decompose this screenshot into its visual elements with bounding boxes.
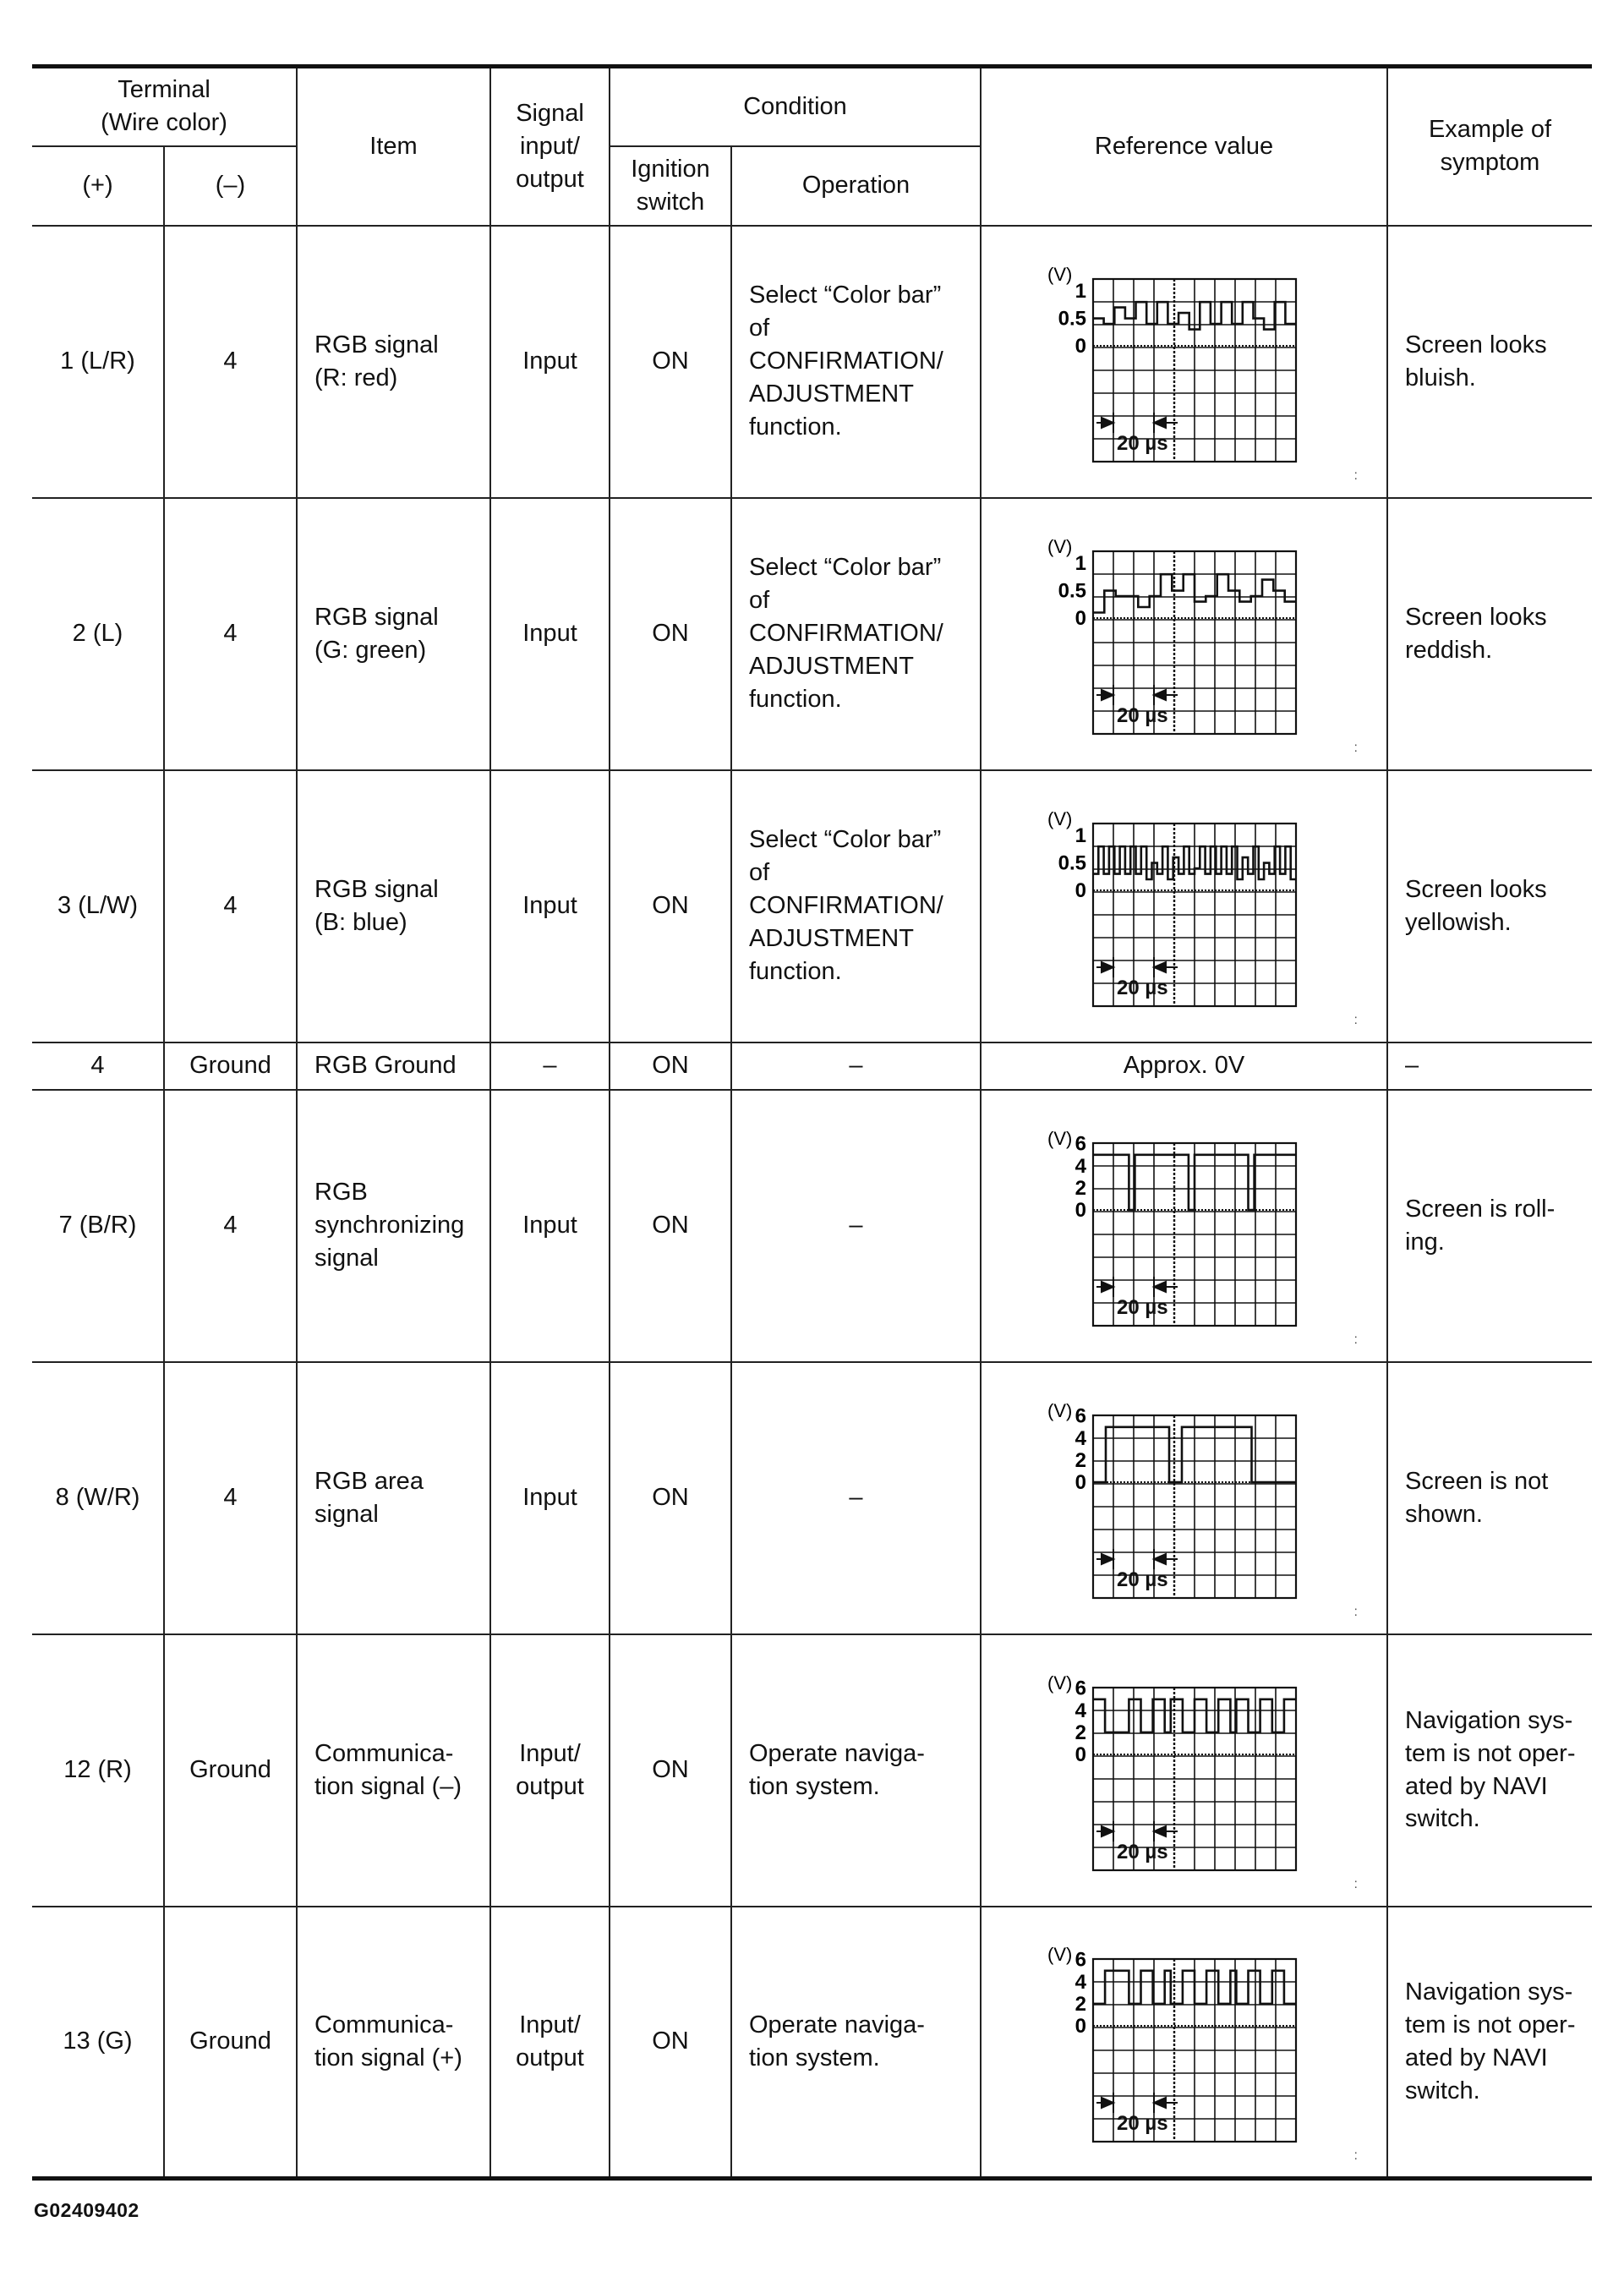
symptom-cell: Navigation sys- tem is not oper- ated by NAVI switch. [1387,1907,1592,2179]
ignition-cell: ON [610,1907,731,2179]
symptom-cell: Screen is roll- ing. [1387,1090,1592,1362]
y-tick-label: 1 [1074,279,1086,303]
axis-unit-label: (V) [1047,1672,1072,1694]
header-item: Item [297,67,490,226]
oscilloscope-waveform [1041,1125,1328,1327]
ignition-cell: ON [610,498,731,770]
terminal-minus: 4 [164,226,297,498]
oscilloscope-waveform [1041,533,1328,736]
item-cell: RGB area signal [297,1362,490,1634]
signal-trace [1093,1699,1296,1732]
reference-waveform [981,226,1387,498]
header-symptom: Example of symptom [1387,67,1592,226]
y-tick-label: 4 [1074,1426,1086,1450]
y-tick-label: 6 [1074,1948,1086,1972]
y-tick-label: 6 [1074,1132,1086,1156]
table-row [32,1362,1592,1634]
item-cell: RGB Ground [297,1042,490,1090]
ignition-cell: ON [610,1090,731,1362]
symptom-cell: Screen is not shown. [1387,1362,1592,1634]
y-tick-label: 6 [1074,1404,1086,1428]
y-tick-label: 0 [1074,334,1086,358]
time-division-label: 20 µs [1116,431,1168,455]
corner-mark: : [1353,741,1358,756]
signal-io-cell: Input [490,1090,610,1362]
table-row [32,1042,1592,1090]
signal-trace [1093,1971,1296,2004]
header-operation: Operation [731,146,981,226]
corner-mark: : [1353,2148,1358,2163]
signal-io-cell: Input [490,1362,610,1634]
signal-io-cell: – [490,1042,610,1090]
y-tick-label: 1 [1074,551,1086,575]
y-tick-label: 6 [1074,1677,1086,1700]
y-tick-label: 0 [1074,878,1086,902]
terminal-plus: 13 (G) [32,1907,164,2179]
terminal-minus: Ground [164,1907,297,2179]
reference-waveform [981,1907,1387,2179]
reference-waveform [981,1362,1387,1634]
table-row [32,770,1592,1042]
corner-mark: : [1353,1605,1358,1620]
operation-cell: Select “Color bar” of CONFIRMATION/ ADJUSTMENT function. [731,498,981,770]
y-tick-label: 1 [1074,824,1086,847]
header-reference-value: Reference value [981,67,1387,226]
ignition-cell: ON [610,1042,731,1090]
axis-unit-label: (V) [1047,263,1072,285]
terminal-minus: Ground [164,1042,297,1090]
symptom-cell: Navigation sys- tem is not oper- ated by NAVI switch. [1387,1634,1592,1907]
terminal-reference-table [32,64,1592,2181]
terminal-plus: 4 [32,1042,164,1090]
table-row [32,1090,1592,1362]
reference-value-text: Approx. 0V [981,1042,1387,1090]
time-division-label: 20 µs [1116,703,1168,727]
table-row [32,1907,1592,2179]
y-tick-label: 0.5 [1058,579,1086,603]
y-tick-label: 4 [1074,1154,1086,1178]
y-tick-label: 2 [1074,1448,1086,1472]
terminal-plus: 1 (L/R) [32,226,164,498]
corner-mark: : [1353,1333,1358,1348]
symptom-cell: Screen looks yellowish. [1387,770,1592,1042]
header-condition: Condition [610,67,981,146]
corner-mark: : [1353,1013,1358,1028]
table-body [32,226,1592,2179]
y-tick-label: 4 [1074,1970,1086,1994]
ignition-cell: ON [610,1362,731,1634]
operation-cell: – [731,1362,981,1634]
y-tick-label: 0 [1074,1198,1086,1222]
y-tick-label: 4 [1074,1699,1086,1722]
terminal-plus: 12 (R) [32,1634,164,1907]
item-cell: RGB signal (R: red) [297,226,490,498]
item-cell: Communica- tion signal (+) [297,1907,490,2179]
terminal-plus: 8 (W/R) [32,1362,164,1634]
operation-cell: – [731,1042,981,1090]
signal-io-cell: Input [490,770,610,1042]
figure-code: G02409402 [34,2199,139,2221]
time-division-label: 20 µs [1116,1568,1168,1591]
axis-unit-label: (V) [1047,807,1072,829]
header-ignition: Ignition switch [610,146,731,226]
header-minus: (–) [164,146,297,226]
axis-unit-label: (V) [1047,1399,1072,1421]
y-tick-label: 0 [1074,1470,1086,1494]
corner-mark: : [1353,468,1358,484]
oscilloscope-waveform [1041,1940,1328,2143]
ignition-cell: ON [610,226,731,498]
y-tick-label: 2 [1074,1992,1086,2016]
signal-io-cell: Input [490,226,610,498]
signal-io-cell: Input/ output [490,1907,610,2179]
table-row [32,226,1592,498]
signal-io-cell: Input [490,498,610,770]
symptom-cell: Screen looks reddish. [1387,498,1592,770]
terminal-plus: 2 (L) [32,498,164,770]
operation-cell: Select “Color bar” of CONFIRMATION/ ADJUSTMENT function. [731,770,981,1042]
operation-cell: Operate naviga- tion system. [731,1634,981,1907]
terminal-minus: 4 [164,1090,297,1362]
y-tick-label: 2 [1074,1176,1086,1200]
y-tick-label: 0 [1074,1743,1086,1766]
table-row [32,498,1592,770]
reference-waveform [981,1090,1387,1362]
axis-unit-label: (V) [1047,535,1072,557]
oscilloscope-waveform [1041,1669,1328,1872]
ignition-cell: ON [610,770,731,1042]
header-signal-io: Signal input/ output [490,67,610,226]
header-plus: (+) [32,146,164,226]
time-division-label: 20 µs [1116,976,1168,999]
terminal-plus: 3 (L/W) [32,770,164,1042]
time-division-label: 20 µs [1116,1295,1168,1319]
operation-cell: Operate naviga- tion system. [731,1907,981,2179]
oscilloscope-waveform [1041,260,1328,463]
table-row [32,1634,1592,1907]
time-division-label: 20 µs [1116,2111,1168,2135]
time-division-label: 20 µs [1116,1840,1168,1863]
reference-waveform [981,498,1387,770]
axis-unit-label: (V) [1047,1943,1072,1965]
oscilloscope-waveform [1041,805,1328,1008]
item-cell: RGB signal (G: green) [297,498,490,770]
y-tick-label: 0.5 [1058,851,1086,875]
y-tick-label: 0 [1074,606,1086,630]
item-cell: RGB signal (B: blue) [297,770,490,1042]
signal-io-cell: Input/ output [490,1634,610,1907]
symptom-cell: Screen looks bluish. [1387,226,1592,498]
symptom-cell: – [1387,1042,1592,1090]
ignition-cell: ON [610,1634,731,1907]
axis-unit-label: (V) [1047,1127,1072,1149]
corner-mark: : [1353,1877,1358,1892]
terminal-minus: 4 [164,498,297,770]
reference-waveform [981,1634,1387,1907]
y-tick-label: 2 [1074,1721,1086,1744]
terminal-minus: 4 [164,770,297,1042]
reference-waveform [981,770,1387,1042]
y-tick-label: 0 [1074,2014,1086,2038]
operation-cell: Select “Color bar” of CONFIRMATION/ ADJUSTMENT function. [731,226,981,498]
terminal-plus: 7 (B/R) [32,1090,164,1362]
item-cell: RGB synchronizing signal [297,1090,490,1362]
header-terminal: Terminal (Wire color) [32,67,297,146]
item-cell: Communica- tion signal (–) [297,1634,490,1907]
operation-cell: – [731,1090,981,1362]
y-tick-label: 0.5 [1058,307,1086,331]
signal-trace [1093,1154,1296,1209]
terminal-minus: Ground [164,1634,297,1907]
terminal-minus: 4 [164,1362,297,1634]
oscilloscope-waveform [1041,1397,1328,1600]
